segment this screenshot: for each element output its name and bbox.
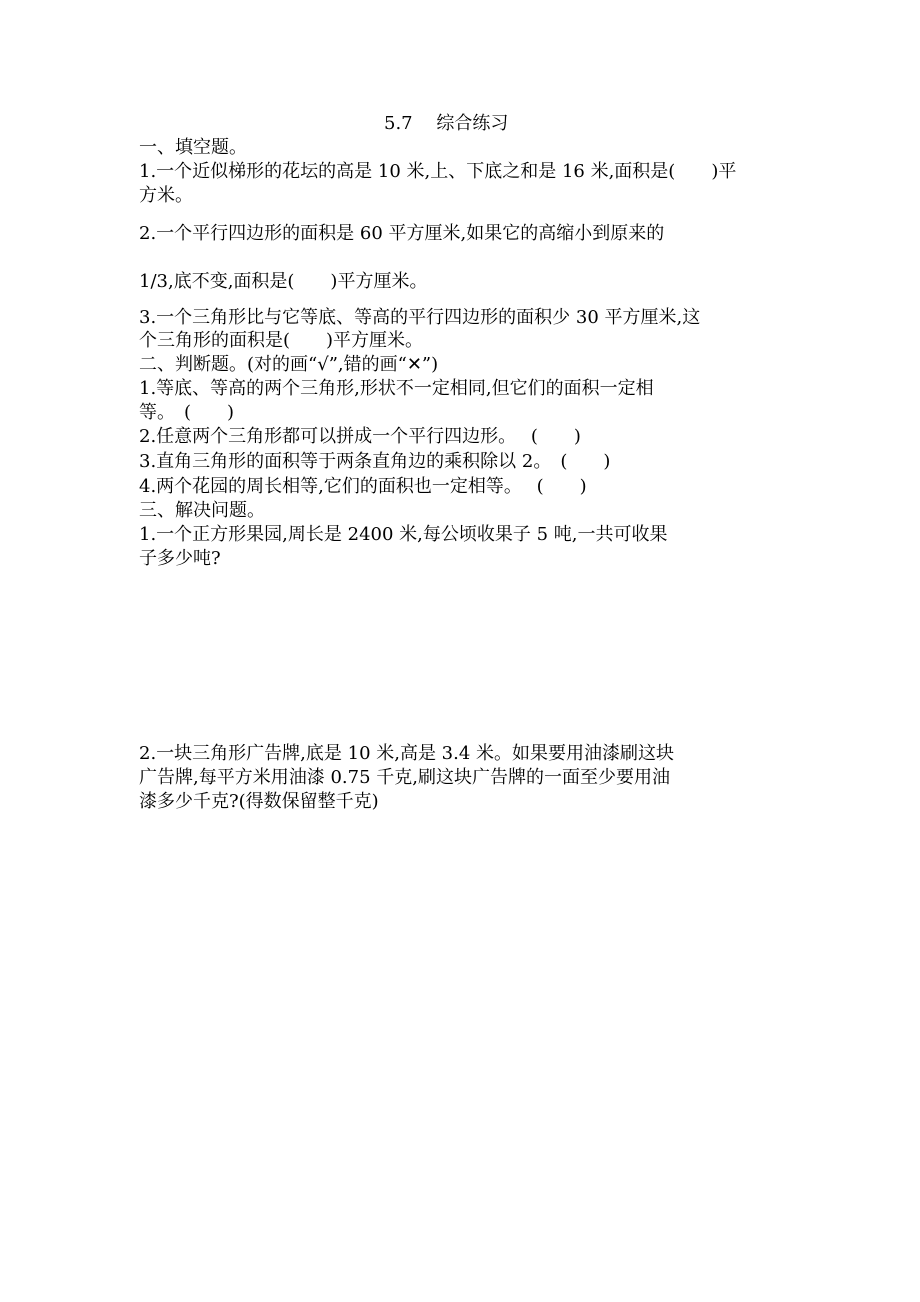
judge-q3: 3.直角三角形的面积等于两条直角边的乘积除以 2。 ( ) — [139, 451, 611, 472]
section-3-heading: 三、解决问题。 — [139, 500, 265, 521]
judge-q1-line-2: 等。 ( ) — [139, 402, 235, 423]
problem-q2-line-2: 广告牌,每平方米用油漆 0.75 千克,刷这块广告牌的一面至少要用油 — [139, 767, 670, 788]
section-1-heading: 一、填空题。 — [139, 137, 247, 158]
problem-q1-line-1: 1.一个正方形果园,周长是 2400 米,每公顷收果子 5 吨,一共可收果 — [139, 524, 668, 545]
problem-q2-line-3: 漆多少千克?(得数保留整千克) — [139, 791, 379, 812]
judge-q2: 2.任意两个三角形都可以拼成一个平行四边形。 ( ) — [139, 426, 581, 447]
fill-blank-q2-line-1: 2.一个平行四边形的面积是 60 平方厘米,如果它的高缩小到原来的 — [139, 223, 665, 244]
page-title: 5.7 综合练习 — [384, 113, 509, 134]
judge-q1-line-1: 1.等底、等高的两个三角形,形状不一定相同,但它们的面积一定相 — [139, 378, 654, 399]
fill-blank-q2-line-2: 1/3,底不变,面积是( )平方厘米。 — [139, 271, 428, 292]
problem-q2-line-1: 2.一块三角形广告牌,底是 10 米,高是 3.4 米。如果要用油漆刷这块 — [139, 743, 675, 764]
section-2-heading: 二、判断题。(对的画“√”,错的画“✕”) — [139, 354, 439, 375]
fill-blank-q1-line-1: 1.一个近似梯形的花坛的高是 10 米,上、下底之和是 16 米,面积是( )平 — [139, 161, 737, 182]
fill-blank-q3-line-1: 3.一个三角形比与它等底、等高的平行四边形的面积少 30 平方厘米,这 — [139, 307, 701, 328]
judge-q4: 4.两个花园的周长相等,它们的面积也一定相等。 ( ) — [139, 476, 587, 497]
fill-blank-q3-line-2: 个三角形的面积是( )平方厘米。 — [139, 330, 424, 351]
fill-blank-q1-line-2: 方米。 — [139, 185, 193, 206]
problem-q1-line-2: 子多少吨? — [139, 548, 221, 569]
